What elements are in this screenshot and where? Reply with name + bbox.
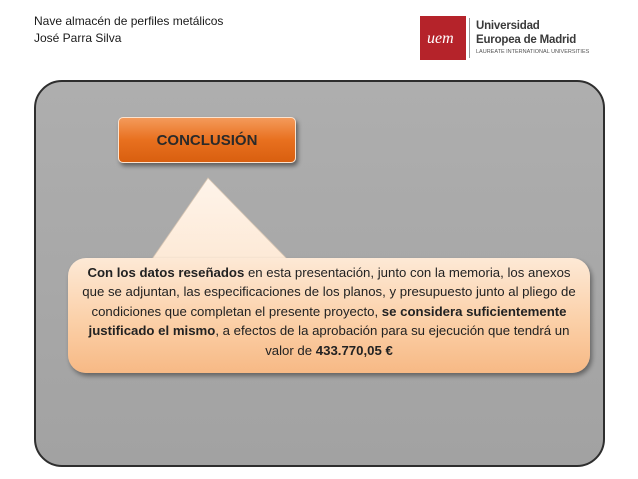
presentation-title: Nave almacén de perfiles metálicos <box>34 14 224 28</box>
logo-tagline: LAUREATE INTERNATIONAL UNIVERSITIES <box>476 49 590 55</box>
conclusion-part-1: Con los datos reseñados <box>87 265 245 280</box>
conclusion-callout <box>68 258 590 373</box>
conclusion-part-4: , a efectos de la aprobación para su ejecución que tendrá un valor de <box>215 323 570 358</box>
logo-name-line2: Europea de Madrid <box>476 34 577 46</box>
uem-mark-text: uem <box>427 30 454 47</box>
conclusion-title-box <box>118 117 296 163</box>
author-name: José Parra Silva <box>34 31 122 45</box>
logo-name-line1: Universidad <box>476 20 540 32</box>
conclusion-part-3: se considera suficientemente justificado el mismo <box>88 303 567 339</box>
conclusion-part-2: en esta presentación, junto con la memoria, los anexos que se adjuntan, las especificaciones de los planos, y presupuesto junto al pliego de condiciones que completan el presente proyecto, <box>82 265 576 319</box>
conclusion-title: CONCLUSIÓN <box>156 131 258 149</box>
project-value: 433.770,05 € <box>315 342 393 358</box>
